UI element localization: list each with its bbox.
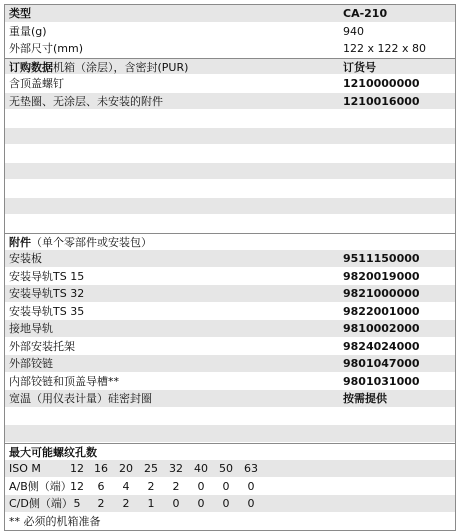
blank-row bbox=[5, 180, 455, 198]
accessory-label: 宽温（用仪表计量）硅密封圈 bbox=[9, 392, 152, 405]
thread-count: 12 bbox=[70, 479, 84, 493]
accessories-header bbox=[9, 234, 152, 251]
accessory-row bbox=[5, 355, 455, 373]
thread-count: 2 bbox=[172, 479, 180, 493]
blank-row bbox=[5, 128, 455, 146]
accessory-label: 接地导轨 bbox=[9, 322, 53, 335]
accessory-label: 外部安装托架 bbox=[9, 339, 75, 353]
order-header-row bbox=[5, 58, 455, 76]
accessory-label: 安装导轨TS 15 bbox=[9, 269, 85, 283]
thread-size: 25 bbox=[144, 462, 158, 475]
threads-sizes-label: ISO M bbox=[9, 462, 41, 475]
accessory-label: 内部铰链和顶盖导槽** bbox=[9, 374, 119, 388]
accessory-value: 9511150000 bbox=[343, 252, 420, 265]
threads-row-label: A/B侧（端） bbox=[9, 479, 72, 493]
thread-count: 2 bbox=[147, 479, 155, 493]
accessory-label: 外部铰链 bbox=[9, 357, 53, 370]
blank-row bbox=[5, 215, 455, 233]
product-data-sheet bbox=[4, 4, 456, 531]
thread-count: 5 bbox=[73, 497, 81, 510]
accessory-row bbox=[5, 285, 455, 303]
accessory-value: 9810002000 bbox=[343, 322, 420, 335]
threads-cd-row bbox=[5, 495, 455, 513]
thread-count: 0 bbox=[247, 497, 255, 510]
accessory-row bbox=[5, 320, 455, 338]
type-label: 类型 bbox=[9, 7, 31, 20]
threads-ab-row bbox=[5, 478, 455, 496]
accessory-value: 9801031000 bbox=[343, 374, 420, 388]
footnote: ** 必须的机箱准备 bbox=[9, 514, 101, 528]
order-item-label: 无垫圈、无涂层、未安装的附件 bbox=[9, 94, 163, 108]
order-header bbox=[9, 59, 188, 76]
threads-title-row bbox=[5, 443, 455, 461]
accessory-label: 安装导轨TS 32 bbox=[9, 287, 85, 300]
accessories-header-row bbox=[5, 233, 455, 251]
thread-count: 0 bbox=[197, 479, 205, 493]
thread-count: 0 bbox=[172, 497, 180, 510]
thread-count: 2 bbox=[97, 497, 105, 510]
thread-count: 2 bbox=[122, 497, 130, 510]
threads-row-label: C/D侧（端） bbox=[9, 497, 73, 510]
accessory-value: 9801047000 bbox=[343, 357, 420, 370]
threads-sizes-row bbox=[5, 460, 455, 478]
accessory-row bbox=[5, 338, 455, 356]
blank-row bbox=[5, 163, 455, 181]
order-item-label: 含顶盖螺钉 bbox=[9, 77, 64, 90]
type-row bbox=[5, 5, 455, 23]
thread-size: 50 bbox=[219, 462, 233, 475]
accessory-label: 安装板 bbox=[9, 252, 42, 265]
accessory-value: 9820019000 bbox=[343, 269, 420, 283]
thread-count: 0 bbox=[247, 479, 255, 493]
weight-row bbox=[5, 23, 455, 41]
order-header-bold: 订购数据 bbox=[9, 60, 53, 74]
order-number-header: 订货号 bbox=[343, 60, 376, 74]
accessory-value: 9821000000 bbox=[343, 287, 420, 300]
thread-count: 6 bbox=[97, 479, 105, 493]
order-header-rest: 机箱（涂层），含密封(PUR) bbox=[53, 60, 189, 74]
weight-value: 940 bbox=[343, 24, 364, 38]
blank-row bbox=[5, 110, 455, 128]
accessories-header-bold: 附件 bbox=[9, 235, 31, 249]
blank-row bbox=[5, 425, 455, 443]
type-value: CA-210 bbox=[343, 7, 388, 20]
threads-title: 最大可能螺纹孔数 bbox=[9, 445, 97, 459]
thread-size: 16 bbox=[94, 462, 108, 475]
blank-row bbox=[5, 408, 455, 426]
thread-count: 0 bbox=[197, 497, 205, 510]
accessory-value: 9822001000 bbox=[343, 304, 420, 318]
accessory-value: 按需提供 bbox=[343, 392, 387, 405]
thread-count: 1 bbox=[147, 497, 155, 510]
dims-label: 外部尺寸(mm) bbox=[9, 42, 84, 55]
accessory-value: 9824024000 bbox=[343, 339, 420, 353]
thread-size: 63 bbox=[244, 462, 258, 475]
thread-size: 32 bbox=[169, 462, 183, 475]
order-row bbox=[5, 93, 455, 111]
dims-value: 122 x 122 x 80 bbox=[343, 42, 426, 55]
thread-count: 4 bbox=[122, 479, 130, 493]
accessory-row bbox=[5, 390, 455, 408]
order-item-value: 1210016000 bbox=[343, 94, 420, 108]
footnote-row bbox=[5, 513, 455, 531]
order-row bbox=[5, 75, 455, 93]
accessory-row bbox=[5, 250, 455, 268]
blank-row bbox=[5, 198, 455, 216]
blank-row bbox=[5, 145, 455, 163]
accessories-header-rest: （单个零部件或安装包） bbox=[31, 235, 152, 249]
order-item-value: 1210000000 bbox=[343, 77, 420, 90]
thread-size: 20 bbox=[119, 462, 133, 475]
weight-label: 重量(g) bbox=[9, 24, 47, 38]
accessory-row bbox=[5, 373, 455, 391]
accessory-row bbox=[5, 268, 455, 286]
thread-count: 0 bbox=[222, 497, 230, 510]
dims-row bbox=[5, 40, 455, 58]
thread-size: 12 bbox=[70, 462, 84, 475]
accessory-row bbox=[5, 303, 455, 321]
thread-size: 40 bbox=[194, 462, 208, 475]
thread-count: 0 bbox=[222, 479, 230, 493]
accessory-label: 安装导轨TS 35 bbox=[9, 304, 85, 318]
